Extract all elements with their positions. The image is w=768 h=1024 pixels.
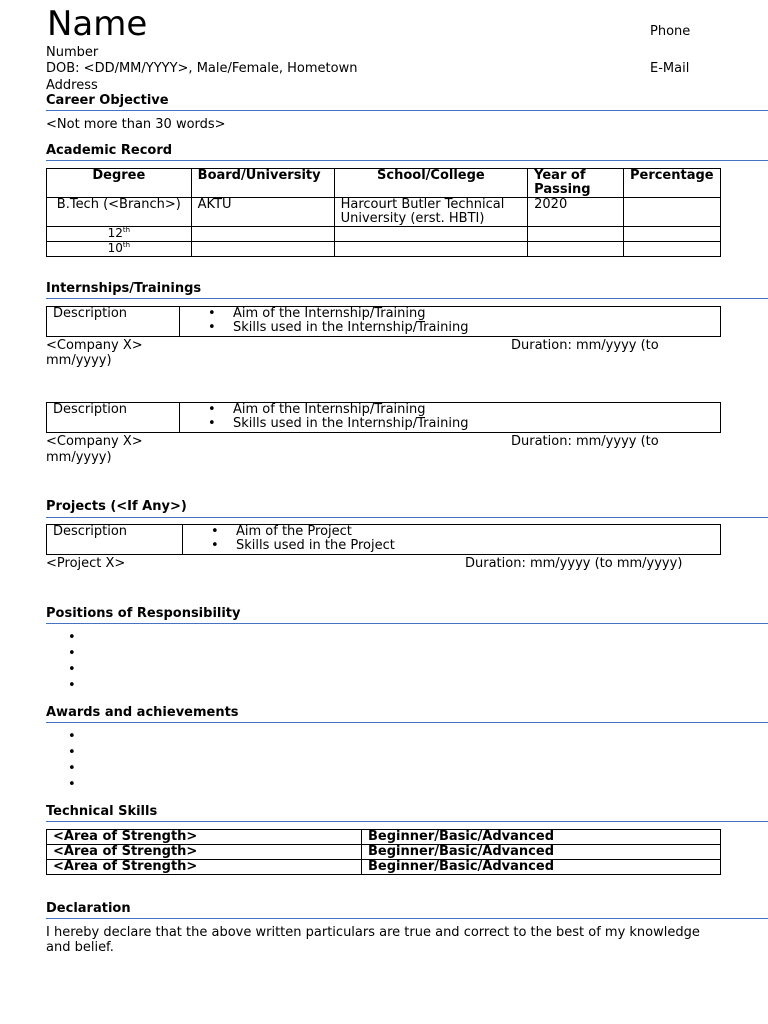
declaration-line-2: and belief. (46, 940, 114, 955)
project-table (46, 524, 721, 555)
section-divider (46, 722, 768, 723)
declaration-line-1: I hereby declare that the above written particulars are true and correct to the best of my knowledge (46, 925, 700, 940)
resume-name: Name (47, 4, 148, 44)
projects-heading: Projects (<If Any>) (46, 499, 187, 514)
academic-table (46, 168, 721, 257)
skill-level: Beginner/Basic/Advanced (362, 830, 721, 845)
cell-degree: 10th (47, 242, 192, 257)
section-divider (46, 918, 768, 919)
internship-company: <Company X> (46, 434, 143, 449)
col-board: Board/University (191, 169, 334, 198)
dob-line: DOB: <DD/MM/YYYY>, Male/Female, Hometown (46, 61, 358, 76)
skill-area: <Area of Strength> (47, 845, 362, 860)
section-divider (46, 517, 768, 518)
cell-year: 2020 (528, 198, 624, 227)
table-row (47, 830, 721, 845)
career-objective-text: <Not more than 30 words> (46, 117, 226, 132)
internship-description-label: Description (47, 307, 180, 337)
number-label: Number (46, 45, 99, 60)
project-description-label: Description (47, 525, 183, 555)
section-divider (46, 110, 768, 111)
internship-duration-cont: mm/yyyy) (46, 450, 112, 465)
table-row (47, 242, 721, 257)
table-row (47, 860, 721, 875)
career-objective-heading: Career Objective (46, 93, 169, 108)
internship-duration: Duration: mm/yyyy (to (511, 338, 659, 353)
list-item: • (68, 630, 76, 645)
skills-table (46, 829, 721, 875)
skill-level: Beginner/Basic/Advanced (362, 860, 721, 875)
internship-bullets: • Aim of the Internship/Training • Skills used in the Internship/Training (180, 403, 721, 433)
table-row (47, 845, 721, 860)
list-item: • (68, 729, 76, 744)
awards-list (68, 729, 76, 793)
internship-table (46, 402, 721, 433)
cell-board: AKTU (191, 198, 334, 227)
internship-company: <Company X> (46, 338, 143, 353)
academic-record-heading: Academic Record (46, 143, 173, 158)
skill-level: Beginner/Basic/Advanced (362, 845, 721, 860)
section-divider (46, 821, 768, 822)
internship-bullets: • Aim of the Internship/Training • Skills used in the Internship/Training (180, 307, 721, 337)
col-year: Year of Passing (528, 169, 624, 198)
skill-area: <Area of Strength> (47, 830, 362, 845)
internships-heading: Internships/Trainings (46, 281, 202, 296)
section-divider (46, 298, 768, 299)
list-item: • (68, 662, 76, 677)
skill-area: <Area of Strength> (47, 860, 362, 875)
list-item: • (68, 777, 76, 792)
internship-duration: Duration: mm/yyyy (to (511, 434, 659, 449)
internship-table (46, 306, 721, 337)
technical-skills-heading: Technical Skills (46, 804, 158, 819)
table-row (47, 198, 721, 227)
col-school: School/College (334, 169, 528, 198)
declaration-heading: Declaration (46, 901, 131, 916)
list-item: • (68, 646, 76, 661)
cell-degree: B.Tech (<Branch>) (47, 198, 192, 227)
project-name: <Project X> (46, 556, 126, 571)
section-divider (46, 623, 768, 624)
col-degree: Degree (47, 169, 192, 198)
awards-heading: Awards and achievements (46, 705, 239, 720)
list-item: • (68, 678, 76, 693)
col-percentage: Percentage (623, 169, 720, 198)
list-item: • (68, 761, 76, 776)
cell-school: Harcourt Butler Technical University (erst. HBTI) (334, 198, 528, 227)
project-bullets: • Aim of the Project • Skills used in the Project (183, 525, 721, 555)
internship-description-label: Description (47, 403, 180, 433)
project-duration: Duration: mm/yyyy (to mm/yyyy) (465, 556, 683, 571)
list-item: • (68, 745, 76, 760)
address-label: Address (46, 78, 98, 93)
cell-percentage (623, 198, 720, 227)
internship-duration-cont: mm/yyyy) (46, 353, 112, 368)
positions-heading: Positions of Responsibility (46, 606, 241, 621)
email-label: E-Mail (650, 61, 690, 76)
cell-degree: 12th (47, 227, 192, 242)
phone-label: Phone (650, 24, 691, 39)
table-row (47, 227, 721, 242)
section-divider (46, 160, 768, 161)
positions-list (68, 630, 76, 694)
